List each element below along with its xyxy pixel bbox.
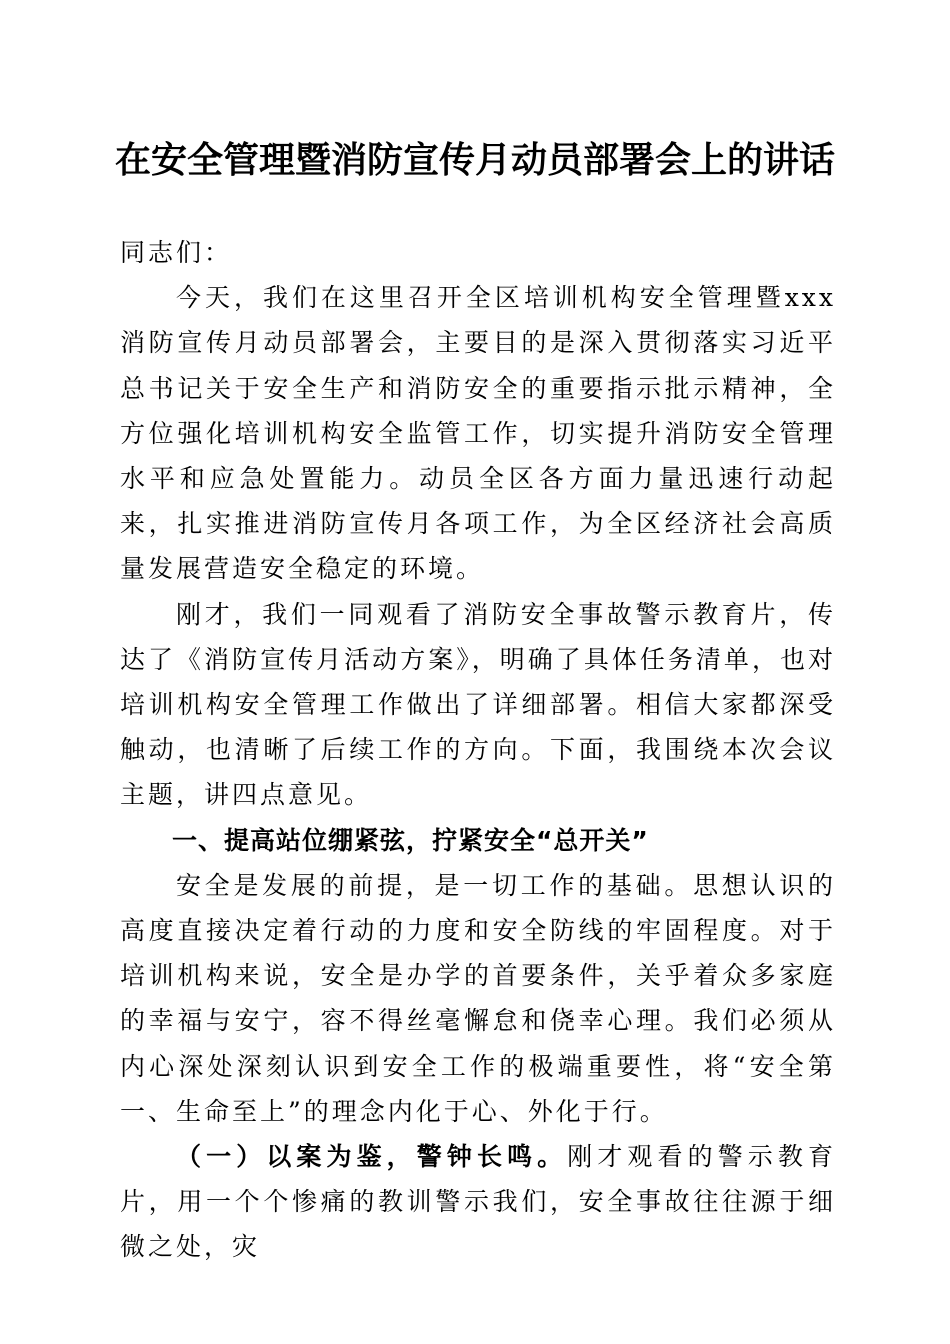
- section-heading: 一、提高站位绷紧弦，拧紧安全“总开关”: [172, 825, 649, 855]
- salutation: 同志们：: [120, 238, 233, 267]
- document-title: 在安全管理暨消防宣传月动员部署会上的讲话: [114, 139, 835, 181]
- section-paragraph: 安全是发展的前提，是一切工作的基础。思想认识的高度直接决定着行动的力度和安全防线的牢固程度。对于培训机构来说，安全是办学的首要条件，关乎着众多家庭的幸福与安宁，容不得丝毫懈怠和侥幸心理。我们必须从内心深处深刻认识到安全工作的极端重要性，将“安全第一、生命至上”的理念内化于心、外化于行。: [120, 870, 836, 1126]
- subsection-heading: （一）以案为鉴，警钟长鸣。: [176, 1142, 568, 1172]
- paragraph-opening: 今天，我们在这里召开全区培训机构安全管理暨xxx消防宣传月动员部署会，主要目的是深入贯彻落实习近平总书记关于安全生产和消防安全的重要指示批示精神，全方位强化培训机构安全监管工作，切实提升消防安全管理水平和应急处置能力。动员全区各方面力量迅速行动起来，扎实推进消防宣传月各项工作，为全区经济社会高质量发展营造安全稳定的环境。: [120, 283, 836, 584]
- subsection-text: 刚才观看的警示教育片，用一个个惨痛的教训警示我们，安全事故往往源于细微之处，灾: [120, 1142, 836, 1262]
- subsection-paragraph: [120, 1134, 836, 1270]
- paragraph-review: 刚才，我们一同观看了消防安全事故警示教育片，传达了《消防宣传月活动方案》，明确了具体任务清单，也对培训机构安全管理工作做出了详细部署。相信大家都深受触动，也清晰了后续工作的方向。下面，我围绕本次会议主题，讲四点意见。: [120, 599, 836, 810]
- document-body: [120, 230, 836, 1270]
